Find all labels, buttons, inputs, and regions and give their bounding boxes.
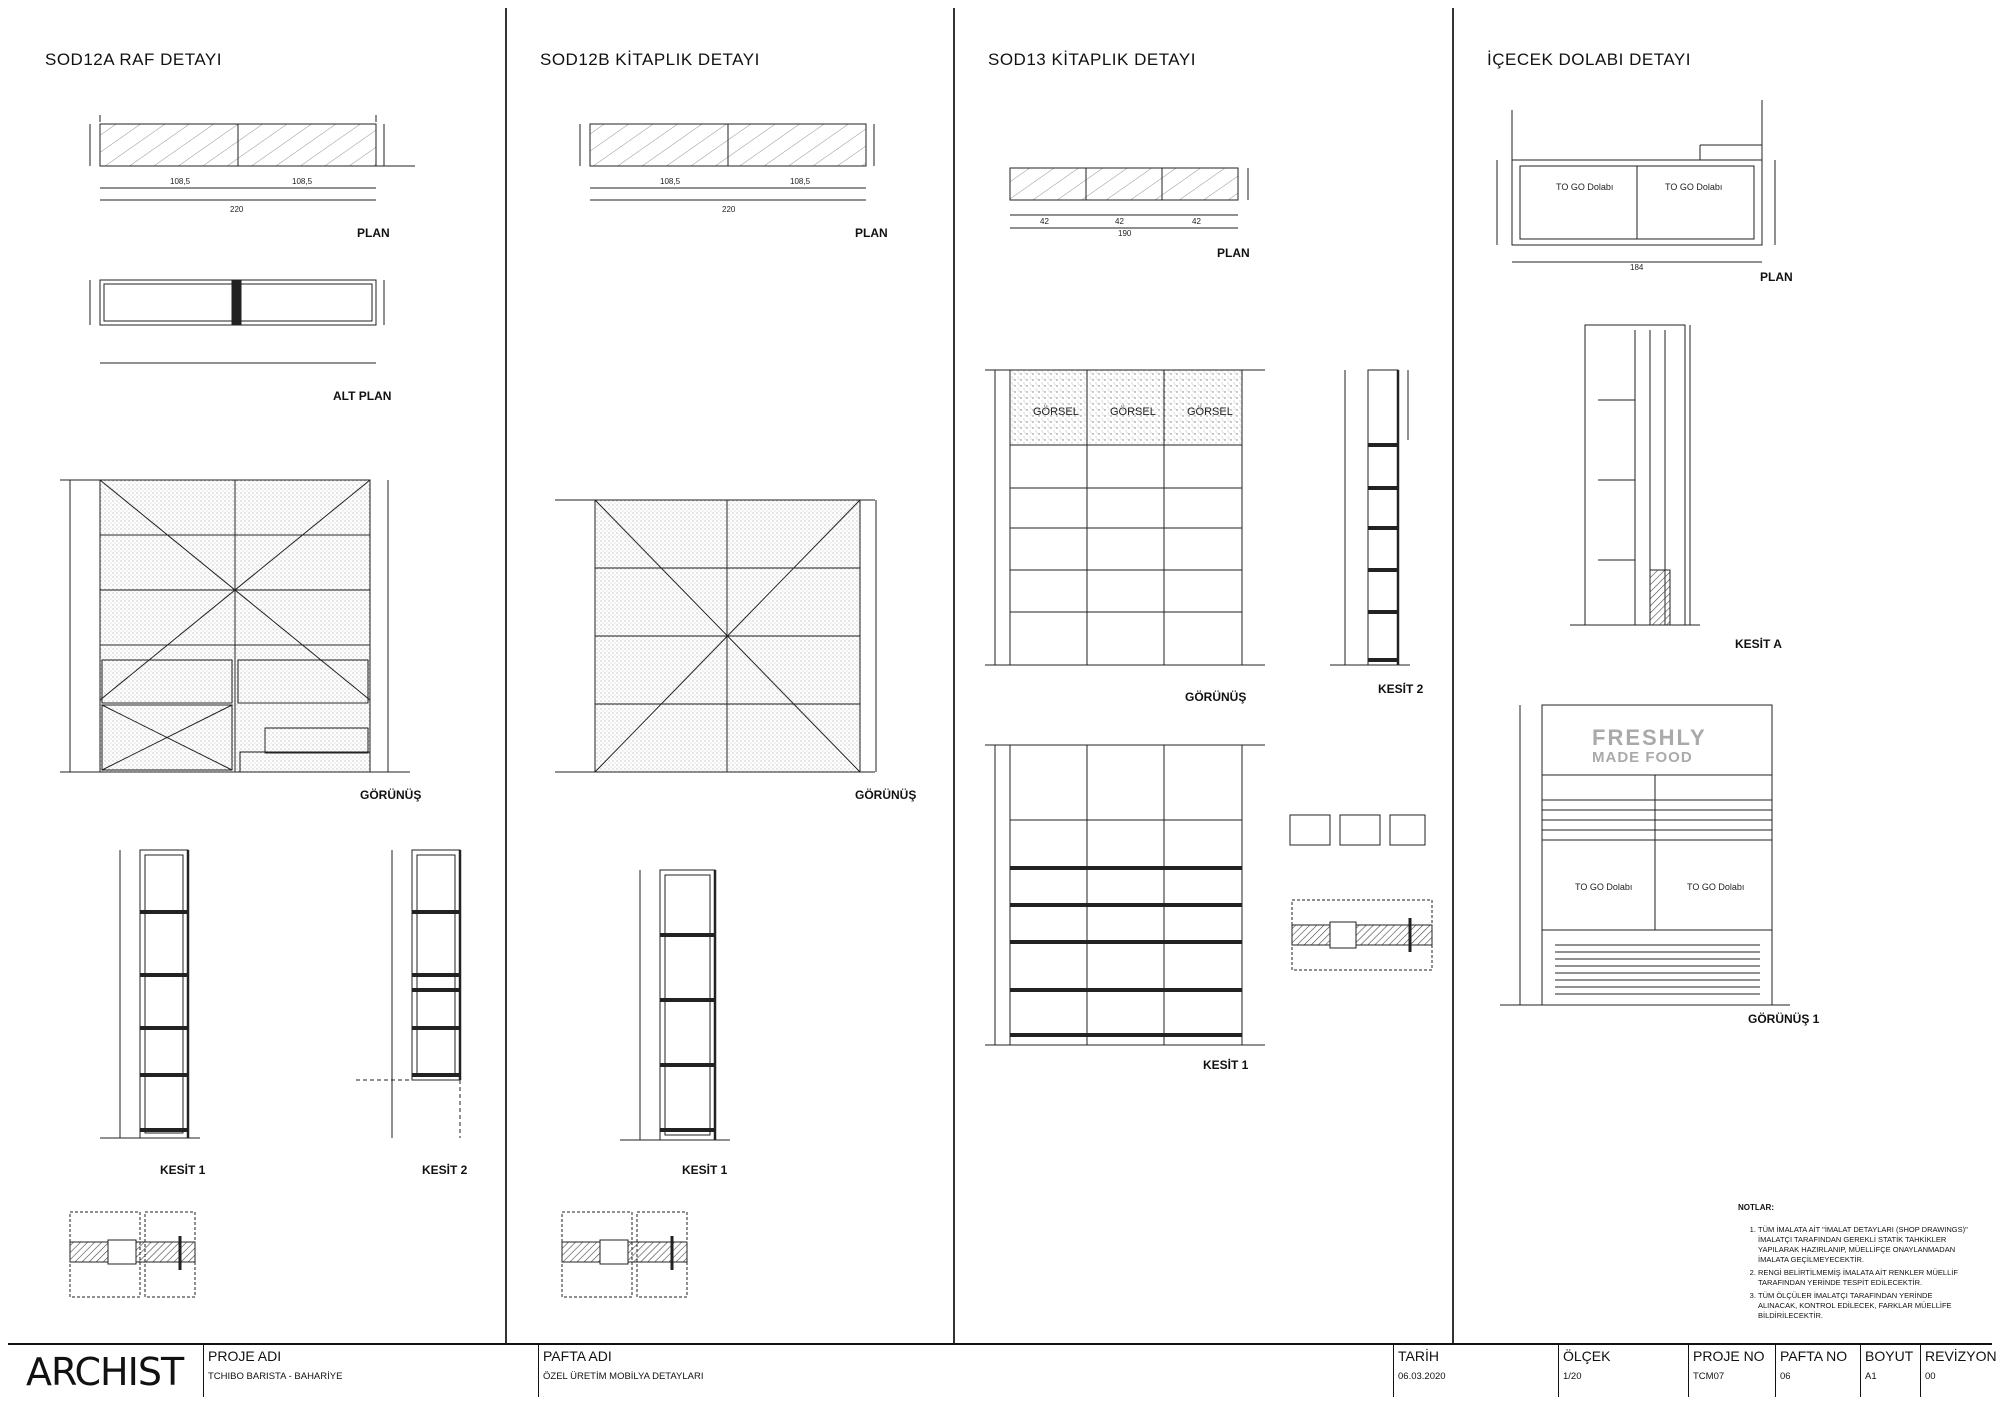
freshly-sign: FRESHLY (1592, 725, 1707, 750)
to-go-label: TO GO Dolabı (1687, 882, 1745, 892)
tarih-label: TARİH (1398, 1348, 1439, 1364)
view-label-plan: PLAN (855, 226, 888, 240)
section-title-sod12b: SOD12B KİTAPLIK DETAYI (540, 50, 760, 69)
title-block (8, 1343, 1997, 1397)
dim-label: 220 (230, 205, 244, 214)
sod13-kesit-1 (985, 745, 1265, 1045)
dim-label: 42 (1115, 217, 1124, 226)
olcek-label: ÖLÇEK (1563, 1348, 1611, 1364)
made-food-sign: MADE FOOD (1592, 749, 1693, 766)
section-title-icecek: İÇECEK DOLABI DETAYI (1487, 50, 1691, 69)
proje-no-cell (1688, 1345, 1776, 1397)
view-label-kesit-a: KESİT A (1735, 637, 1782, 651)
icecek-plan (1497, 100, 1775, 262)
pafta-no-label: PAFTA NO (1780, 1348, 1848, 1364)
notes-title: NOTLAR: (1738, 1203, 1774, 1212)
to-go-label: TO GO Dolabı (1556, 182, 1614, 192)
sod12a-kesit-1 (100, 850, 200, 1138)
proje-adi-label: PROJE ADI (208, 1348, 282, 1364)
sod12a-gorunus (60, 480, 410, 772)
notes-block (1738, 1203, 1968, 1324)
icecek-kesit-a (1570, 325, 1700, 625)
dim-label: 42 (1040, 217, 1049, 226)
revizyon-label: REVİZYON (1925, 1348, 1997, 1364)
pafta-adi-cell (538, 1345, 1394, 1397)
dim-label: 220 (722, 205, 736, 214)
sod13-kesit-2 (1330, 370, 1410, 665)
view-label-kesit-1: KESİT 1 (1203, 1058, 1249, 1072)
section-title-sod13: SOD13 KİTAPLIK DETAYI (988, 50, 1196, 69)
tarih-cell (1393, 1345, 1559, 1397)
olcek-cell (1558, 1345, 1689, 1397)
dim-label: 108,5 (170, 177, 191, 186)
boyut-label: BOYUT (1865, 1348, 1914, 1364)
sod12a-plan (90, 115, 415, 200)
sod12b-gorunus (555, 500, 876, 772)
to-go-label: TO GO Dolabı (1665, 182, 1723, 192)
note-item: 3. TÜM ÖLÇÜLER İMALATÇI TARAFINDAN YERİNDE ALINACAK, KONTROL EDİLECEK, FARKLAR MÜELLİFE BİLDİRİLECEKTİR. (1758, 1291, 1968, 1321)
proje-adi-cell (203, 1345, 539, 1397)
tarih-value: 06.03.2020 (1398, 1371, 1446, 1382)
revizyon-value: 00 (1925, 1371, 1936, 1382)
view-label-plan: PLAN (1760, 270, 1793, 284)
view-label-gorunus: GÖRÜNÜŞ (360, 788, 422, 802)
pafta-adi-label: PAFTA ADI (543, 1348, 612, 1364)
archist-logo: ARCHIST (26, 1350, 184, 1394)
view-label-gorunus-1: GÖRÜNÜŞ 1 (1748, 1012, 1820, 1026)
dim-label: 190 (1118, 229, 1132, 238)
sod12a-alt-plan (90, 280, 384, 363)
gorsel-label: GÖRSEL (1033, 406, 1079, 418)
view-label-alt-plan: ALT PLAN (333, 389, 392, 403)
pafta-adi-value: ÖZEL ÜRETİM MOBİLYA DETAYLARI (543, 1371, 704, 1382)
dim-label: 42 (1192, 217, 1201, 226)
view-label-kesit-2: KESİT 2 (1378, 682, 1424, 696)
boyut-value: A1 (1865, 1371, 1877, 1382)
note-item: 1. TÜM İMALATA AİT "İMALAT DETAYLARI (SHOP DRAWINGS)" İMALATÇI TARAFINDAN GEREKLİ STATİK TAHKİKLER YAPILARAK HAZIRLANIP, MÜELLİFÇE ONAYLANMADAN İMALATA GEÇİLMEYECEKTİR. (1758, 1225, 1968, 1265)
view-label-plan: PLAN (1217, 246, 1250, 260)
view-label-kesit-2: KESİT 2 (422, 1163, 468, 1177)
view-label-plan: PLAN (357, 226, 390, 240)
gorsel-label: GÖRSEL (1187, 406, 1233, 418)
gorsel-label: GÖRSEL (1110, 406, 1156, 418)
dim-label: 108,5 (660, 177, 681, 186)
view-label-gorunus: GÖRÜNÜŞ (855, 788, 917, 802)
sod12b-plan (580, 124, 874, 200)
dim-label: 108,5 (292, 177, 313, 186)
section-title-sod12a: SOD12A RAF DETAYI (45, 50, 222, 69)
to-go-label: TO GO Dolabı (1575, 882, 1633, 892)
note-item: 2. RENGİ BELİRTİLMEMİŞ İMALATA AİT RENKLER MÜELLİF TARAFINDAN YERİNDE TESPİT EDİLECEKTİR. (1758, 1268, 1968, 1288)
dim-label: 184 (1630, 263, 1644, 272)
sod13-detail (1290, 815, 1432, 970)
sod12a-shelf-detail (70, 1212, 195, 1297)
proje-no-label: PROJE NO (1693, 1348, 1765, 1364)
revizyon-cell (1920, 1345, 1997, 1397)
sod12a-kesit-2 (356, 850, 460, 1138)
view-label-gorunus: GÖRÜNÜŞ (1185, 690, 1247, 704)
pafta-no-value: 06 (1780, 1371, 1791, 1382)
sod12b-shelf-detail (562, 1212, 687, 1297)
boyut-cell (1860, 1345, 1921, 1397)
view-label-kesit-1: KESİT 1 (160, 1163, 206, 1177)
proje-no-value: TCM07 (1693, 1371, 1725, 1382)
dim-label: 108,5 (790, 177, 811, 186)
proje-adi-value: TCHIBO BARISTA - BAHARİYE (208, 1371, 343, 1382)
view-label-kesit-1: KESİT 1 (682, 1163, 728, 1177)
olcek-value: 1/20 (1563, 1371, 1582, 1382)
sod12b-kesit-1 (620, 870, 730, 1140)
pafta-no-cell (1775, 1345, 1861, 1397)
